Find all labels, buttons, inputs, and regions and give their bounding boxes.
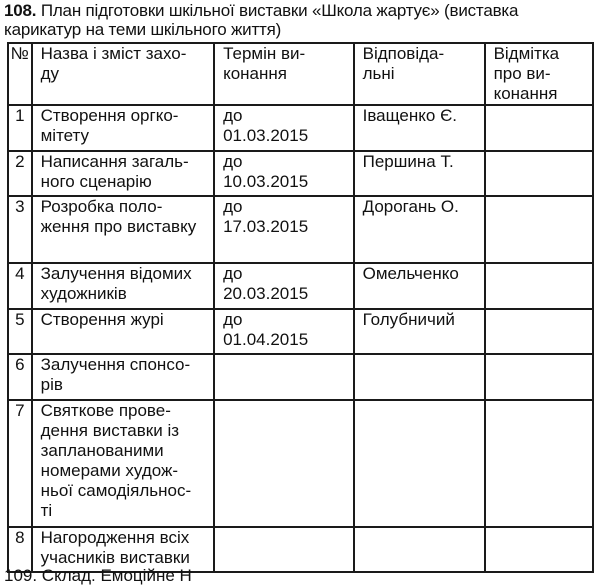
row-responsible <box>354 354 485 400</box>
row-name: Залучення спонсо- рів <box>32 354 214 400</box>
row-term: до 01.03.2015 <box>214 105 354 151</box>
row-number: 4 <box>8 263 32 309</box>
table-row <box>8 151 593 196</box>
row-mark <box>485 263 593 309</box>
table-row <box>8 105 593 151</box>
row-name: Залучення відомих художників <box>32 263 214 309</box>
row-name: Створення журі <box>32 309 214 354</box>
table-row <box>8 400 593 527</box>
next-exercise-cut-line <box>4 566 596 585</box>
row-number: 5 <box>8 309 32 354</box>
row-term <box>214 400 354 527</box>
row-mark <box>485 105 593 151</box>
row-mark <box>485 354 593 400</box>
next-exercise-text: 109. Склад. Емоційне Н <box>4 566 192 585</box>
row-mark <box>485 400 593 527</box>
row-term: до 01.04.2015 <box>214 309 354 354</box>
row-number: 8 <box>8 527 32 572</box>
row-responsible: Першина Т. <box>354 151 485 196</box>
table-row <box>8 354 593 400</box>
row-number: 7 <box>8 400 32 527</box>
row-name: Написання загаль- ного сценарію <box>32 151 214 196</box>
row-responsible: Омельченко <box>354 263 485 309</box>
row-responsible <box>354 400 485 527</box>
row-term: до 20.03.2015 <box>214 263 354 309</box>
header-number: № <box>8 43 32 105</box>
header-responsible: Відповіда- льні <box>354 43 485 105</box>
header-term: Термін ви- конання <box>214 43 354 105</box>
header-mark: Відмітка про ви- конання <box>485 43 593 105</box>
row-mark <box>485 151 593 196</box>
row-term: до 17.03.2015 <box>214 196 354 263</box>
row-name: Святкове прове- дення виставки із запланованими номерами худож- ньої самодіяльнос- ті <box>32 400 214 527</box>
plan-table <box>7 42 594 573</box>
row-name: Розробка поло- ження про виставку <box>32 196 214 263</box>
row-term: до 10.03.2015 <box>214 151 354 196</box>
exercise-title: План підготовки шкільної виставки «Школа жартує» (виставка карикатур на теми шкільного життя) <box>4 1 519 39</box>
row-mark <box>485 309 593 354</box>
row-responsible: Дорогань О. <box>354 196 485 263</box>
row-number: 2 <box>8 151 32 196</box>
row-number: 6 <box>8 354 32 400</box>
table-row <box>8 309 593 354</box>
row-name: Створення оргко- мітету <box>32 105 214 151</box>
header-name: Назва і зміст захо- ду <box>32 43 214 105</box>
row-responsible: Іващенко Є. <box>354 105 485 151</box>
row-name: Нагородження всіх учасників виставки <box>32 527 214 572</box>
row-number: 1 <box>8 105 32 151</box>
exercise-heading <box>4 1 596 39</box>
exercise-number: 108. <box>4 1 37 20</box>
table-header-row <box>8 43 593 105</box>
row-responsible: Голубничий <box>354 309 485 354</box>
table-row <box>8 196 593 263</box>
row-mark <box>485 196 593 263</box>
table-row <box>8 263 593 309</box>
row-number: 3 <box>8 196 32 263</box>
row-term <box>214 354 354 400</box>
